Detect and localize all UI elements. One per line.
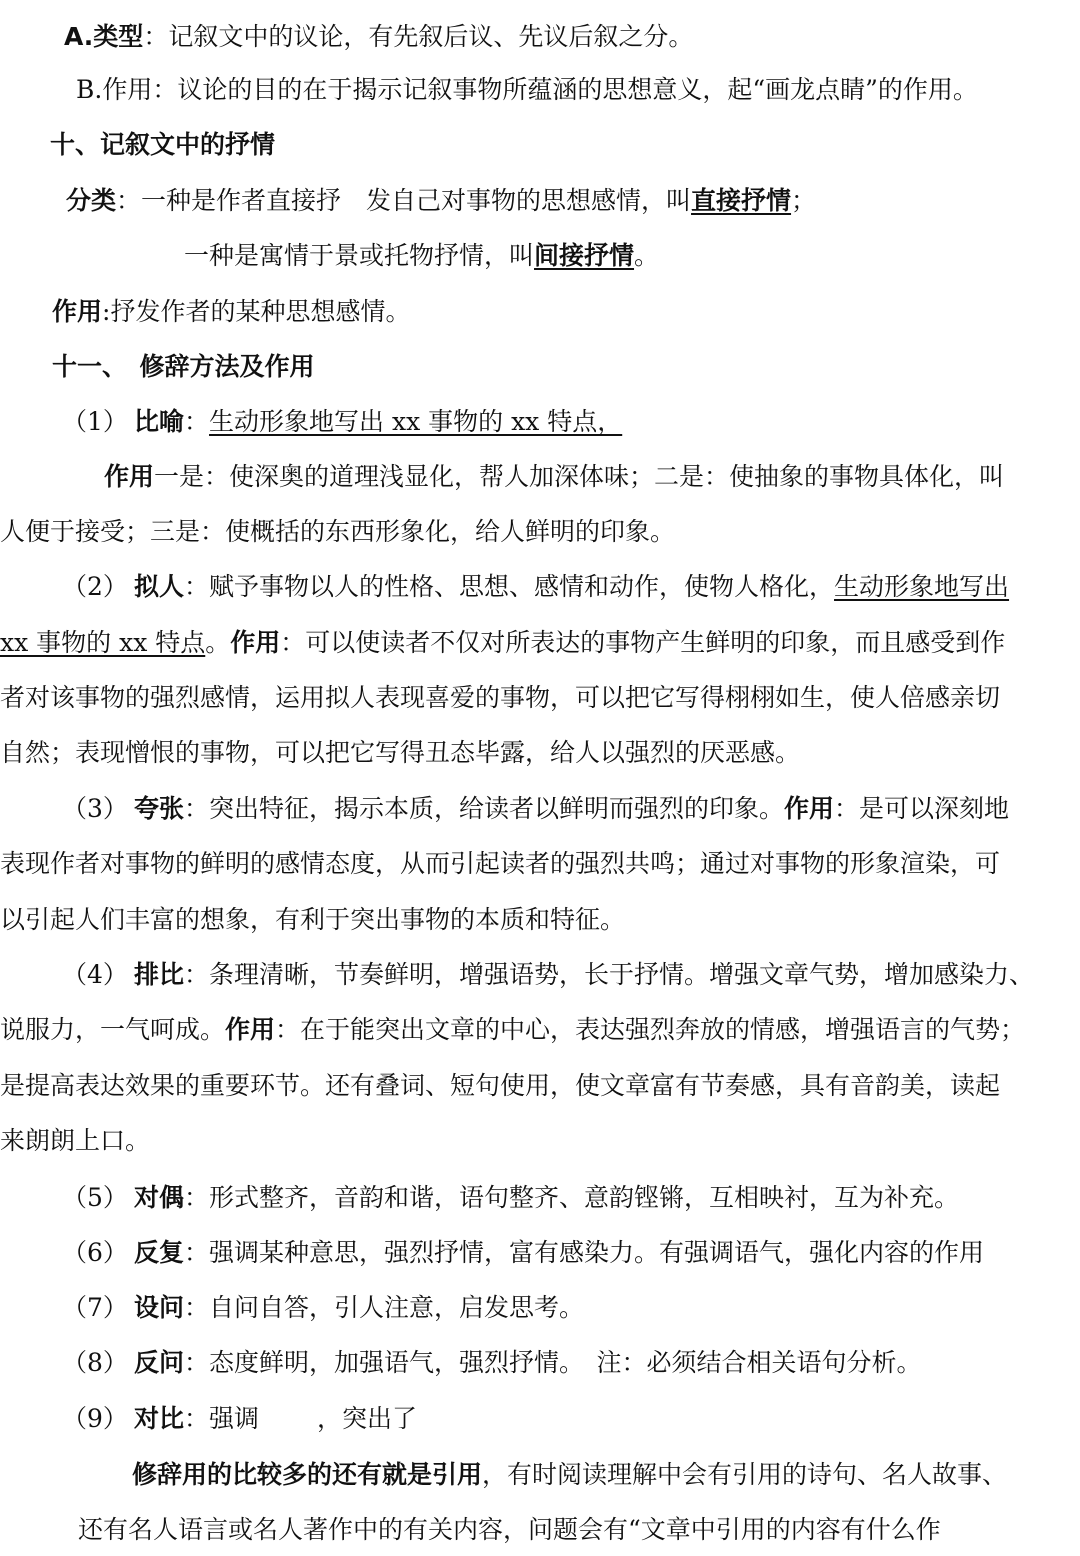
text-rhetorical-question: ：自问自答，引人注意，启发思考。 <box>184 1293 585 1322</box>
text-parallelism-4: 来朗朗上口。 <box>0 1126 151 1155</box>
line-quotation-2 <box>0 1513 1080 1547</box>
text-quotation-2: 还有名人语言或名人著作中的有关内容，问题会有“文章中引用的内容有什么作 <box>78 1515 941 1544</box>
label-personification: 拟人 <box>134 572 185 601</box>
item-hyperbole <box>0 792 1080 826</box>
item-number: （5） <box>62 1183 128 1212</box>
label-rhetorical-question: 设问 <box>134 1293 185 1322</box>
item-repetition <box>0 1236 1080 1270</box>
line-type <box>0 20 1080 54</box>
label-type: A.类型 <box>64 22 144 51</box>
item-number: （8） <box>62 1348 128 1377</box>
item-counter-question <box>0 1346 1080 1380</box>
line-parallelism-3 <box>0 1069 1080 1103</box>
line-metaphor-function <box>0 460 1080 494</box>
item-rhetorical-question <box>0 1291 1080 1325</box>
line-classification <box>0 184 1080 218</box>
punct-semicolon: ； <box>791 186 817 215</box>
punct-period: 。 <box>205 628 231 657</box>
text-classification: ：一种是作者直接抒 发自己对事物的思想感情，叫 <box>116 186 692 215</box>
text-personification-function: ：可以使读者不仅对所表达的事物产生鲜明的印象，而且感受到作 <box>280 628 1006 657</box>
text-hyperbole-function: ：是可以深刻地 <box>834 794 1010 823</box>
item-contrast <box>0 1402 1080 1436</box>
text-hyperbole: ：突出特征，揭示本质，给读者以鲜明而强烈的印象。 <box>184 794 785 823</box>
line-parallelism-2 <box>0 1013 1080 1047</box>
item-metaphor <box>0 405 1080 439</box>
punct-colon: ： <box>184 407 210 436</box>
line-personification-3 <box>0 681 1080 715</box>
text-metaphor-function-2: 人便于接受；三是：使概括的东西形象化，给人鲜明的印象。 <box>0 517 676 546</box>
line-personification-2 <box>0 626 1080 660</box>
item-antithesis <box>0 1181 1080 1215</box>
item-number: （9） <box>62 1404 128 1433</box>
text-lyric-function: :抒发作者的某种思想感情。 <box>102 297 411 326</box>
text-type: ：记叙文中的议论，有先叙后议、先议后叙之分。 <box>143 22 694 51</box>
text-personification-3: 者对该事物的强烈感情，运用拟人表现喜爱的事物，可以把它写得栩栩如生，使人倍感亲切 <box>0 683 1001 712</box>
text-parallelism-function: ：在于能突出文章的中心，表达强烈奔放的情感，增强语言的气势； <box>275 1015 1026 1044</box>
line-hyperbole-2 <box>0 847 1080 881</box>
term-indirect-lyric: 间接抒情 <box>534 241 635 270</box>
label-counter-question: 反问 <box>134 1348 185 1377</box>
label-hyperbole: 夸张 <box>134 794 185 823</box>
text-metaphor-function: 一是：使深奥的道理浅显化，帮人加深体味；二是：使抽象的事物具体化，叫 <box>154 462 1005 491</box>
item-number: （1） <box>62 407 128 436</box>
text-personification-underlined-2: xx 事物的 xx 特点 <box>0 628 206 657</box>
text-parallelism: ：条理清晰，节奏鲜明，增强语势，长于抒情。增强文章气势，增加感染力、 <box>184 960 1035 989</box>
line-metaphor-function-2 <box>0 515 1080 549</box>
line-parallelism-4 <box>0 1124 1080 1158</box>
line-quotation <box>0 1458 1080 1492</box>
line-personification-4 <box>0 736 1080 770</box>
label-repetition: 反复 <box>134 1238 185 1267</box>
label-contrast: 对比 <box>134 1404 185 1433</box>
item-number: （3） <box>62 794 128 823</box>
label-classification: 分类 <box>66 186 117 215</box>
text-function: B.作用：议论的目的在于揭示记叙事物所蕴涵的思想意义，起“画龙点睛”的作用。 <box>76 75 978 104</box>
heading-ten: 十、记叙文中的抒情 <box>50 130 276 159</box>
line-hyperbole-3 <box>0 903 1080 937</box>
label-antithesis: 对偶 <box>134 1183 185 1212</box>
line-classification-2 <box>0 239 1080 273</box>
text-hyperbole-3: 以引起人们丰富的想象，有利于突出事物的本质和特征。 <box>0 905 626 934</box>
text-hyperbole-2: 表现作者对事物的鲜明的感情态度，从而引起读者的强烈共鸣；通过对事物的形象渲染，可 <box>0 849 1001 878</box>
text-counter-question: ：态度鲜明，加强语气，强烈抒情。 注：必须结合相关语句分析。 <box>184 1348 922 1377</box>
text-parallelism-3: 是提高表达效果的重要环节。还有叠词、短句使用，使文章富有节奏感，具有音韵美，读起 <box>0 1071 1001 1100</box>
item-number: （4） <box>62 960 128 989</box>
label-parallelism: 排比 <box>134 960 185 989</box>
line-function <box>0 73 1080 107</box>
text-personification-4: 自然；表现憎恨的事物，可以把它写得丑态毕露，给人以强烈的厌恶感。 <box>0 738 801 767</box>
text-antithesis: ：形式整齐，音韵和谐，语句整齐、意韵铿锵，互相映衬，互为补充。 <box>184 1183 960 1212</box>
line-lyric-function <box>0 295 1080 329</box>
text-personification: ：赋予事物以人的性格、思想、感情和动作，使物人格化， <box>184 572 835 601</box>
term-direct-lyric: 直接抒情 <box>691 186 792 215</box>
item-personification <box>0 570 1080 604</box>
label-lyric-function: 作用 <box>52 297 103 326</box>
heading-lyric <box>0 128 1080 162</box>
text-metaphor: 生动形象地写出 xx 事物的 xx 特点， <box>209 407 623 436</box>
heading-eleven: 十一、 修辞方法及作用 <box>52 352 315 381</box>
heading-rhetoric <box>0 350 1080 384</box>
label-metaphor: 比喻 <box>134 407 185 436</box>
text-contrast: ：强调 ，突出了 <box>184 1404 417 1433</box>
text-repetition: ：强调某种意思，强烈抒情，富有感染力。有强调语气，强化内容的作用 <box>184 1238 985 1267</box>
label-parallelism-function: 作用 <box>225 1015 276 1044</box>
label-hyperbole-function: 作用 <box>784 794 835 823</box>
item-number: （2） <box>62 572 128 601</box>
text-classification-2: 一种是寓情于景或托物抒情，叫 <box>184 241 535 270</box>
text-parallelism-2: 说服力，一气呵成。 <box>0 1015 226 1044</box>
item-parallelism <box>0 958 1080 992</box>
label-quotation: 修辞用的比较多的还有就是引用 <box>132 1460 483 1489</box>
text-personification-underlined: 生动形象地写出 <box>834 572 1010 601</box>
item-number: （7） <box>62 1293 128 1322</box>
punct-period: 。 <box>634 241 660 270</box>
label-personification-function: 作用 <box>230 628 281 657</box>
item-number: （6） <box>62 1238 128 1267</box>
label-metaphor-function: 作用 <box>104 462 155 491</box>
text-quotation: ，有时阅读理解中会有引用的诗句、名人故事、 <box>482 1460 1008 1489</box>
